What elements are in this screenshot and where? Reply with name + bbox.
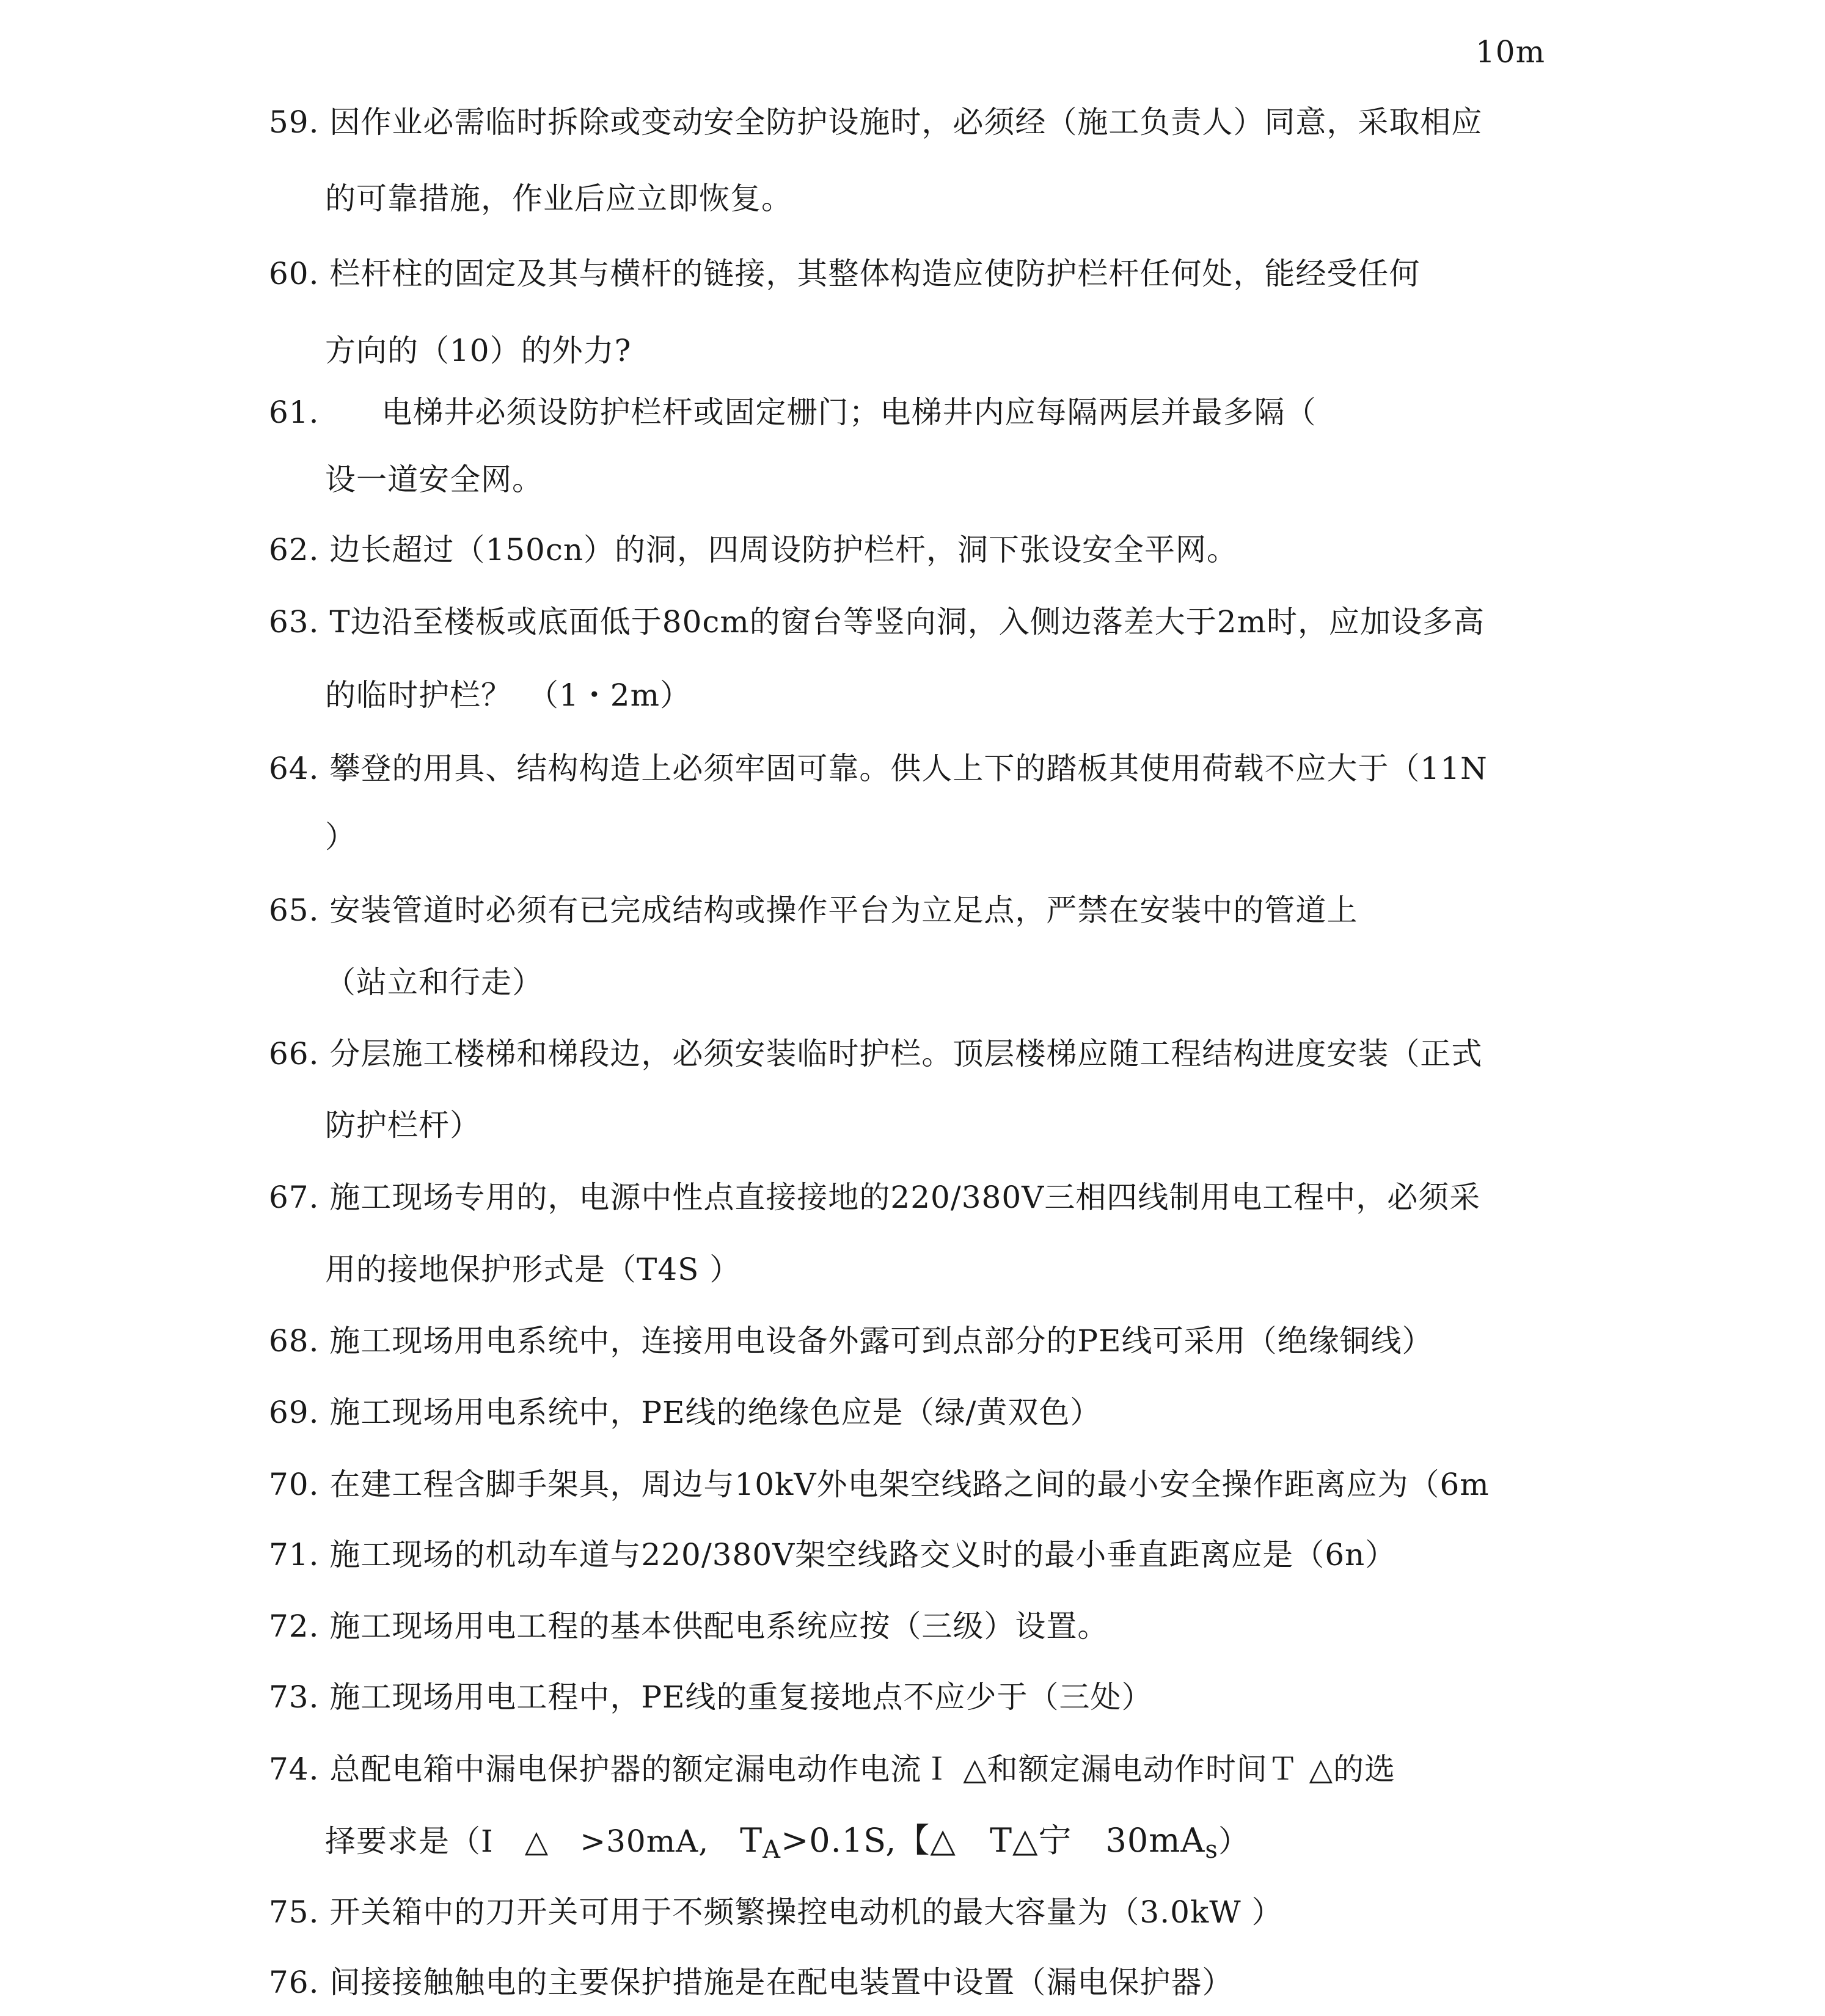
q74-subscript-s: s — [1205, 1836, 1218, 1864]
q61-line1: 61. 电梯井必须设防护栏杆或固定栅门；电梯井内应每隔两层并最多隔（ — [269, 395, 1317, 430]
q74-part-d: >0.1S,【△ T△宁 30mA — [781, 1821, 1205, 1860]
q59-line2: 的可靠措施，作业后应立即恢复。 — [325, 181, 792, 216]
q63-line1: 63. T边沿至楼板或底面低于80cm的窗台等竖向洞，入侧边落差大于2m时，应加设多高 — [269, 604, 1485, 640]
q74-line1: 74. 总配电箱中漏电保护器的额定漏电动作电流Ｉ △和额定漏电动作时间Ｔ △的选 — [269, 1751, 1396, 1787]
q74-part-a: 择要求是（I △ >30mA, — [325, 1824, 741, 1859]
q62-line1: 62. 边长超过（150cn）的洞，四周设防护栏杆，洞下张设安全平网。 — [269, 532, 1238, 568]
q71-line: 71. 施工现场的机动车道与220/380V架空线路交义时的最小垂直距离应是（6n） — [269, 1537, 1397, 1572]
page-header-fragment: 10m — [1476, 34, 1546, 70]
q61-line2: 设一道安全网。 — [325, 462, 543, 497]
q60-line2: 方向的（10）的外力? — [325, 333, 632, 368]
q65-line2: （站立和行走） — [325, 965, 543, 1000]
q67-line1: 67. 施工现场专用的，电源中性点直接接地的220/380V三相四线制用电工程中，必须采 — [269, 1180, 1481, 1215]
q66-line1: 66. 分层施工楼梯和梯段边，必须安装临时护栏。顶层楼梯应随工程结构进度安装（正式 — [269, 1036, 1483, 1072]
q74-part-t: T — [740, 1821, 763, 1860]
q74-part-close: ） — [1218, 1824, 1249, 1859]
q74-subscript-a: A — [763, 1836, 781, 1864]
q63-line2: 的临时护栏？ （1・2m） — [325, 677, 692, 713]
q72-line: 72. 施工现场用电工程的基本供配电系统应按（三级）设置。 — [269, 1609, 1109, 1644]
q74-line2 — [325, 1822, 1249, 1862]
q70-line: 70. 在建工程含脚手架具，周边与10kV外电架空线路之间的最小安全操作距离应为（6m — [269, 1467, 1490, 1502]
q59-line1: 59. 因作业必需临时拆除或变动安全防护设施时，必须经（施工负责人）同意，采取相应 — [269, 104, 1483, 140]
q73-line: 73. 施工现场用电工程中，PE线的重复接地点不应少于（三处） — [269, 1679, 1153, 1715]
q65-line1: 65. 安装管道时必须有已完成结构或操作平台为立足点，严禁在安装中的管道上 — [269, 893, 1358, 928]
q64-line2: ） — [325, 819, 356, 855]
q76-line: 76. 间接接触触电的主要保护措施是在配电装置中设置（漏电保护器） — [269, 1965, 1234, 2000]
q69-line: 69. 施工现场用电系统中，PE线的绝缘色应是（绿/黄双色） — [269, 1395, 1102, 1430]
q75-line: 75. 开关箱中的刀开关可用于不频繁操控电动机的最大容量为（3.0kW ） — [269, 1894, 1283, 1930]
q64-line1: 64. 攀登的用具、结构构造上必须牢固可靠。供人上下的踏板其使用荷载不应大于（11N — [269, 751, 1488, 786]
q60-line1: 60. 栏杆柱的固定及其与横杆的链接，其整体构造应使防护栏杆任何处，能经受任何 — [269, 256, 1421, 291]
q66-line2: 防护栏杆） — [325, 1108, 481, 1143]
q68-line: 68. 施工现场用电系统中，连接用电设备外露可到点部分的PE线可采用（绝缘铜线） — [269, 1323, 1433, 1359]
q67-line2: 用的接地保护形式是（T4S ） — [325, 1252, 741, 1287]
